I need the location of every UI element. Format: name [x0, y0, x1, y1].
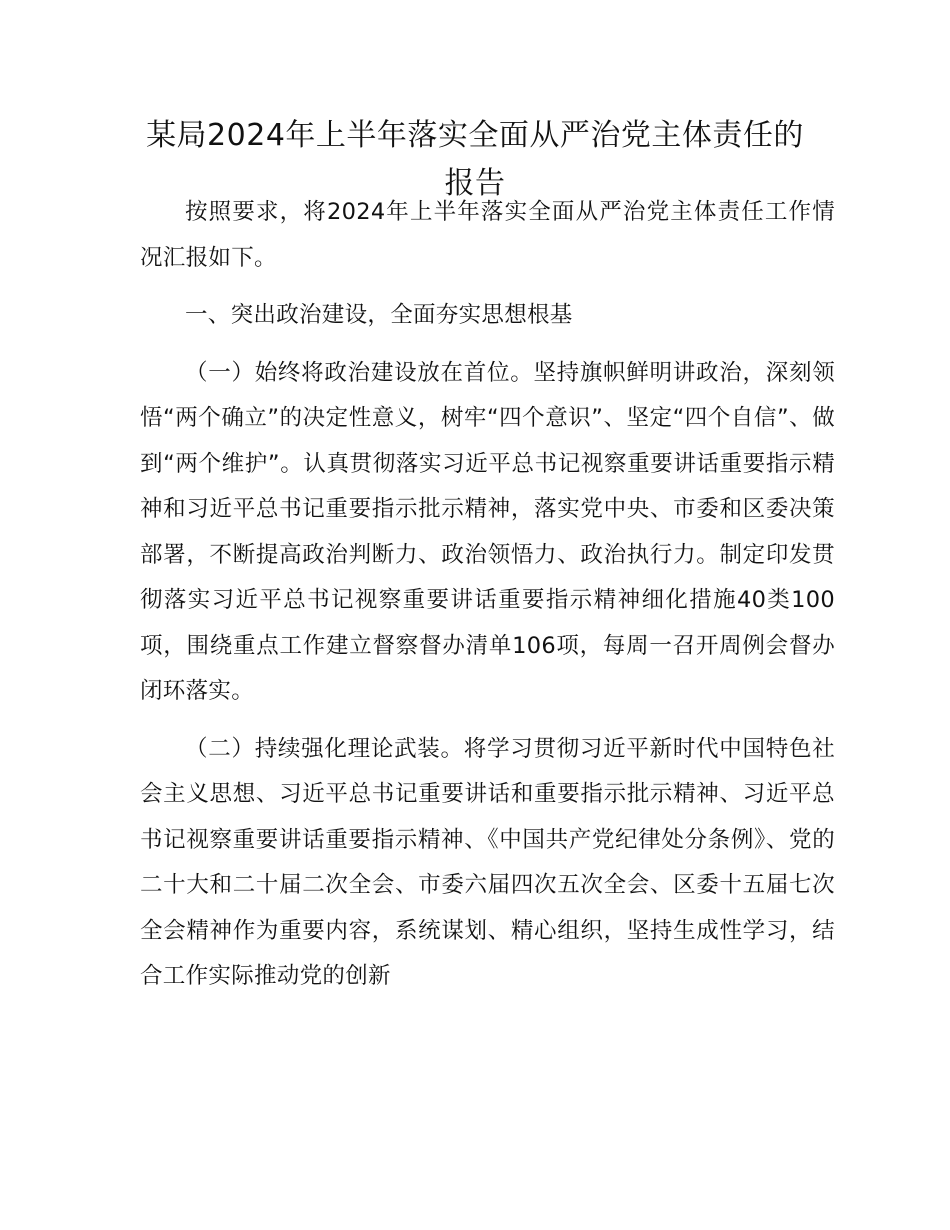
document-title: 某局2024年上半年落实全面从严治党主体责任的报告 — [146, 118, 804, 201]
paragraph-political-construction: （一）始终将政治建设放在首位。坚持旗帜鲜明讲政治，深刻领悟“两个确立”的决定性意义，树牢“四个意识”、坚定“四个自信”、做到“两个维护”。认真贯彻落实习近平总书记视察重要讲话重要指示精神和习近平总书记重要指示批示精神，落实党中央、市委和区委决策部署，不断提高政治判断力、政治领悟力、政治执行力。制定印发贯彻落实习近平总书记视察重要讲话重要指示精神细化措施40类100项，围绕重点工作建立督察督办清单106项，每周一召开周例会督办闭环落实。 — [140, 359, 835, 704]
paragraph-theoretical-arming: （二）持续强化理论武装。将学习贯彻习近平新时代中国特色社会主义思想、习近平总书记重要讲话和重要指示批示精神、习近平总书记视察重要讲话重要指示精神、《中国共产党纪律处分条例》、党的二十大和二十届二次全会、市委六届四次五次全会、区委十五届七次全会精神作为重要内容，系统谋划、精心组织，坚持生成性学习，结合工作实际推动党的创新 — [140, 735, 835, 989]
document-body — [140, 190, 835, 1012]
section-heading: 一、突出政治建设，全面夯实思想根基 — [185, 302, 573, 328]
intro-paragraph: 按照要求，将2024年上半年落实全面从严治党主体责任工作情况汇报如下。 — [140, 199, 835, 271]
